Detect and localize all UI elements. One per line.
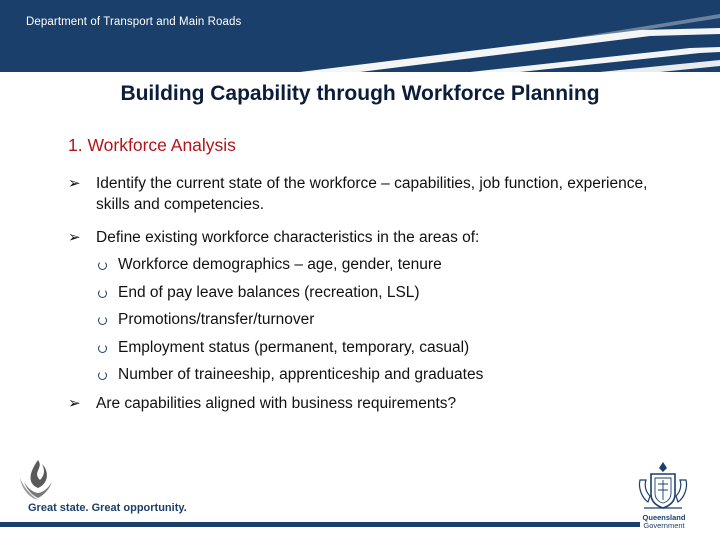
circle-bullet-icon xyxy=(98,261,107,270)
header-banner xyxy=(0,0,720,72)
arrow-bullet-icon: ➢ xyxy=(68,175,81,192)
sub-bullet-item xyxy=(98,338,469,358)
sub-bullet-item xyxy=(98,310,314,330)
bullet-text: Identify the current state of the workforce – capabilities, job function, experience, skills and competencies. xyxy=(96,175,648,213)
bullet-item xyxy=(68,173,668,215)
crest-caption xyxy=(640,514,688,530)
sub-bullet-item xyxy=(98,365,483,385)
header-road-graphic xyxy=(0,0,720,72)
arrow-bullet-icon: ➢ xyxy=(68,229,81,246)
bullet-item xyxy=(68,393,668,414)
circle-bullet-icon xyxy=(98,371,107,380)
department-title: Department of Transport and Main Roads xyxy=(26,16,242,28)
circle-bullet-icon xyxy=(98,316,107,325)
sub-bullet-text: Employment status (permanent, temporary, casual) xyxy=(118,339,470,356)
sub-bullet-item xyxy=(98,283,420,303)
arrow-bullet-icon: ➢ xyxy=(68,395,81,412)
sub-bullet-text: Number of traineeship, apprenticeship and graduates xyxy=(118,366,484,383)
circle-bullet-icon xyxy=(98,289,107,298)
sub-bullet-text: Promotions/transfer/turnover xyxy=(118,311,315,328)
sub-bullet-text: End of pay leave balances (recreation, LSL) xyxy=(118,284,420,301)
section-heading: 1. Workforce Analysis xyxy=(68,135,236,155)
footer-tagline: Great state. Great opportunity. xyxy=(28,502,187,514)
slide-title: Building Capability through Workforce Planning xyxy=(120,82,600,105)
footer-divider xyxy=(0,522,640,527)
crest-line-1: Queensland xyxy=(642,513,686,522)
sub-bullet-item xyxy=(98,255,442,275)
bullet-item xyxy=(68,227,668,248)
bullet-text: Define existing workforce characteristics in the areas of: xyxy=(96,229,480,246)
circle-bullet-icon xyxy=(98,344,107,353)
queensland-flame-logo-icon xyxy=(18,458,58,505)
bullet-text: Are capabilities aligned with business requirements? xyxy=(96,395,457,412)
queensland-crest-icon xyxy=(634,460,692,519)
sub-bullet-text: Workforce demographics – age, gender, tenure xyxy=(118,256,442,273)
crest-line-2: Government xyxy=(643,521,685,530)
